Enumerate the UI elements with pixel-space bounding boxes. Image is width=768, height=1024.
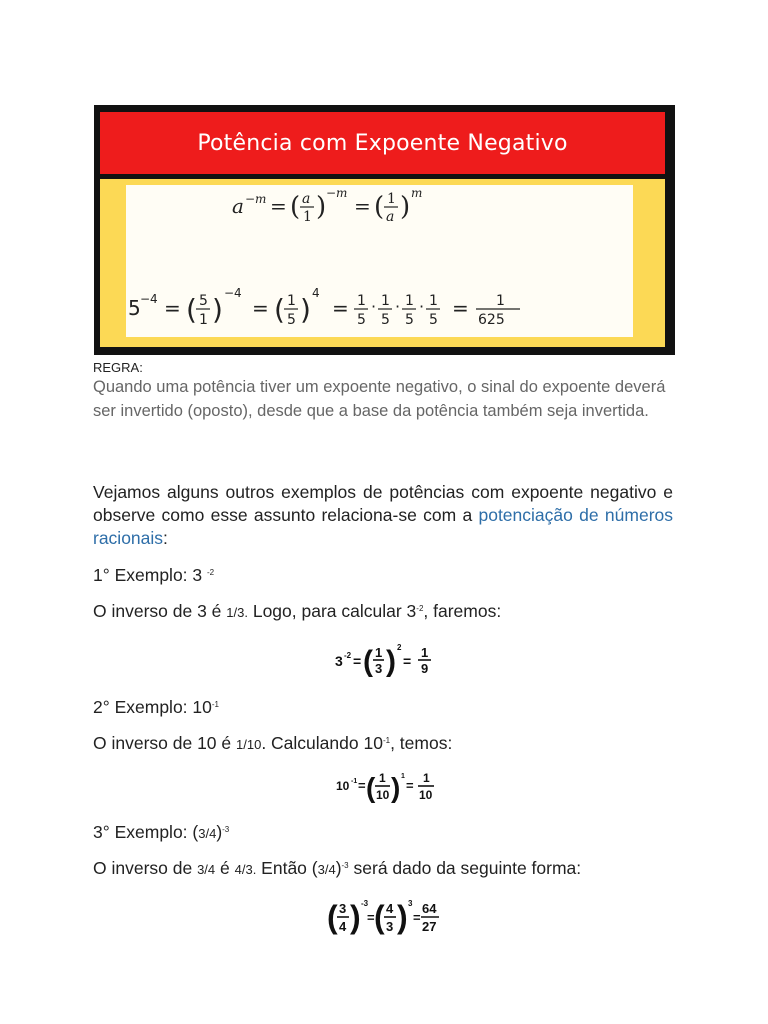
svg-text:5: 5	[199, 293, 208, 309]
banner-formulas	[126, 185, 633, 337]
example-2-exponent: -1	[382, 736, 391, 745]
banner-title: Potência com Expoente Negativo	[100, 112, 665, 174]
example-1-heading-text: 1° Exemplo: 3	[93, 565, 203, 585]
example-1-equation-image	[333, 640, 443, 680]
example-2-heading-exponent: -1	[211, 700, 219, 709]
svg-text:): )	[386, 645, 396, 678]
svg-text:a: a	[386, 209, 395, 225]
svg-text:9: 9	[421, 661, 429, 676]
svg-text:−4: −4	[140, 292, 158, 306]
svg-text:1: 1	[387, 191, 396, 207]
example-1-exponent: -2	[416, 604, 424, 613]
svg-text:a: a	[302, 191, 311, 207]
intro-text-end: :	[163, 528, 168, 548]
svg-text:1: 1	[287, 293, 296, 309]
svg-text:1: 1	[423, 771, 430, 785]
svg-text:3: 3	[375, 661, 383, 676]
example-1-heading	[93, 565, 214, 586]
example-1-text-c: , faremos:	[423, 601, 502, 621]
example-3-fraction-b: 4/3.	[234, 862, 257, 877]
example-3-text-a2: é	[215, 858, 235, 878]
svg-text:=: =	[270, 194, 287, 218]
svg-text:1: 1	[496, 293, 505, 309]
svg-text:3: 3	[335, 653, 343, 669]
svg-text:=: =	[406, 778, 414, 793]
formula-banner-image	[94, 105, 675, 355]
svg-text:(: (	[290, 192, 301, 222]
svg-text:4: 4	[312, 286, 320, 300]
svg-text:(: (	[366, 772, 376, 803]
svg-text:-3: -3	[361, 899, 369, 908]
svg-text:): )	[350, 899, 361, 935]
example-2-text-b: . Calculando 10	[261, 733, 383, 753]
svg-text:): )	[400, 192, 411, 222]
svg-text:−m: −m	[245, 192, 267, 206]
svg-text:=: =	[413, 910, 421, 925]
example-1-line	[93, 601, 501, 622]
svg-text:(: (	[274, 293, 285, 326]
svg-text:=: =	[252, 296, 269, 320]
example-3-text-b: Então (	[256, 858, 318, 878]
banner-yellow-frame	[100, 179, 665, 347]
svg-text:=: =	[358, 778, 366, 793]
svg-text:=: =	[332, 296, 349, 320]
rule-text: Quando uma potência tiver um expoente negativo, o sinal do expoente deverá ser invertido (oposto), desde que a base da potência também seja invertida.	[93, 378, 666, 420]
example-1-fraction: 1/3.	[226, 605, 248, 620]
svg-text:5: 5	[357, 312, 366, 328]
intro-text: Vejamos alguns outros exemplos de potências com expoente negativo e observe como esse assunto relaciona-se com a	[93, 482, 673, 525]
svg-text:4: 4	[386, 901, 394, 916]
svg-text:a: a	[232, 194, 244, 218]
example-3-line	[93, 858, 581, 879]
example-2-heading	[93, 697, 219, 718]
svg-text:1: 1	[421, 645, 429, 660]
example-1-heading-exponent: -2	[207, 568, 215, 577]
example-1-text-b: Logo, para calcular 3	[247, 601, 417, 621]
example-3-exponent: -3	[341, 861, 349, 870]
example-3-text-a: O inverso de	[93, 858, 198, 878]
svg-text:27: 27	[422, 919, 437, 934]
svg-text:10: 10	[419, 788, 433, 802]
svg-text:5: 5	[287, 312, 296, 328]
svg-text:·: ·	[395, 297, 401, 316]
example-3-heading-exponent: -3	[222, 825, 230, 834]
svg-text:1: 1	[375, 645, 383, 660]
svg-text:5: 5	[429, 312, 438, 328]
banner-formulas-drawing	[126, 185, 633, 337]
svg-text:(: (	[363, 645, 373, 678]
svg-text:=: =	[403, 653, 412, 669]
example-3-text-c: será dado da seguinte forma:	[348, 858, 582, 878]
svg-text:-1: -1	[351, 778, 358, 785]
svg-text:=: =	[452, 296, 469, 320]
svg-text:1: 1	[199, 312, 208, 328]
svg-text:m: m	[411, 186, 423, 200]
svg-text:5: 5	[405, 312, 414, 328]
svg-text:(: (	[327, 899, 338, 935]
svg-text:(: (	[374, 899, 385, 935]
example-3-text-close: )	[335, 858, 342, 878]
svg-text:5: 5	[128, 296, 141, 320]
racional-link[interactable]: potenciação de números racionais	[93, 505, 673, 548]
svg-text:=: =	[354, 194, 371, 218]
example-3-fraction-c: 3/4	[317, 862, 336, 877]
svg-text:(: (	[374, 192, 385, 222]
svg-text:·: ·	[419, 297, 425, 316]
svg-text:−4: −4	[224, 286, 242, 300]
svg-text:1: 1	[401, 773, 405, 780]
svg-text:=: =	[353, 653, 362, 669]
example-3-heading-text: 3° Exemplo: (	[93, 822, 199, 842]
svg-text:−m: −m	[326, 186, 348, 200]
svg-text:64: 64	[422, 901, 437, 916]
svg-text:): )	[391, 772, 401, 803]
svg-text:5: 5	[381, 312, 390, 328]
svg-text:·: ·	[371, 297, 377, 316]
svg-text:4: 4	[339, 919, 347, 934]
intro-paragraph	[93, 481, 673, 550]
svg-text:): )	[300, 293, 311, 326]
svg-text:): )	[397, 899, 408, 935]
svg-text:3: 3	[339, 901, 347, 916]
example-2-equation-image	[334, 770, 444, 806]
svg-text:1: 1	[429, 293, 438, 309]
svg-text:10: 10	[376, 788, 390, 802]
svg-text:625: 625	[478, 312, 505, 328]
svg-text:): )	[316, 192, 327, 222]
svg-text:3: 3	[408, 899, 413, 908]
example-3-heading-fraction: 3/4	[198, 826, 217, 841]
svg-text:10: 10	[336, 779, 350, 793]
svg-text:-2: -2	[344, 651, 352, 660]
svg-text:1: 1	[303, 209, 312, 225]
rule-label: REGRA:	[93, 360, 143, 375]
example-1-text-a: O inverso de 3 é	[93, 601, 227, 621]
example-3-heading-close: )	[216, 822, 223, 842]
svg-text:=: =	[164, 296, 181, 320]
svg-text:=: =	[367, 910, 375, 925]
example-2-fraction: 1/10	[236, 737, 262, 752]
example-2-line	[93, 733, 452, 754]
example-2-text-a: O inverso de 10 é	[93, 733, 236, 753]
svg-text:): )	[212, 293, 223, 326]
example-3-equation-image	[327, 896, 443, 938]
svg-text:1: 1	[381, 293, 390, 309]
example-3-fraction-a: 3/4	[197, 862, 216, 877]
svg-text:2: 2	[397, 643, 402, 652]
svg-text:1: 1	[357, 293, 366, 309]
example-2-text-c: , temos:	[390, 733, 453, 753]
example-3-heading	[93, 822, 229, 843]
svg-text:(: (	[186, 293, 197, 326]
svg-text:3: 3	[386, 919, 394, 934]
svg-text:1: 1	[379, 771, 386, 785]
svg-text:1: 1	[405, 293, 414, 309]
example-2-heading-text: 2° Exemplo: 10	[93, 697, 212, 717]
